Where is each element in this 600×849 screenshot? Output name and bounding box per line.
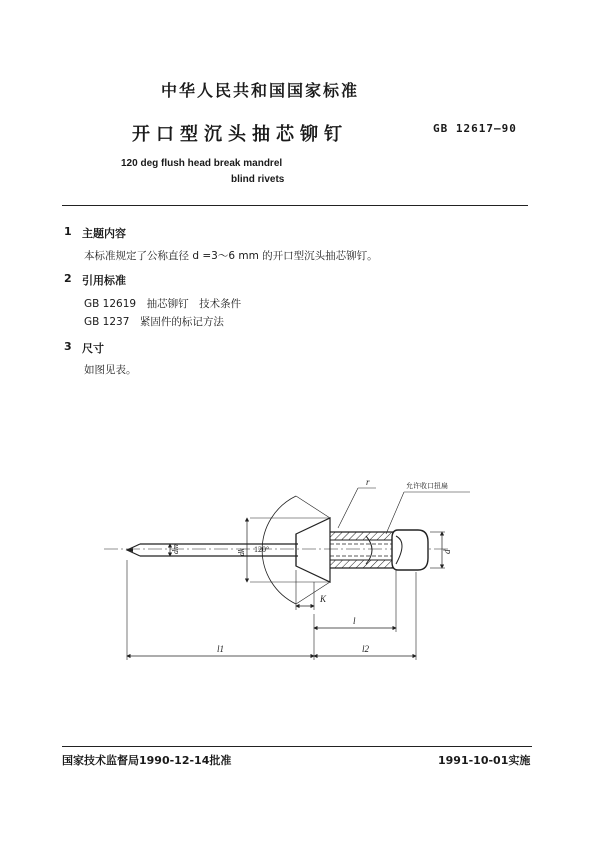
rivet-technical-drawing [100,470,470,670]
label-angle: 120° [254,545,270,554]
section-1-text: 本标准规定了公称直径 d =3～6 mm 的开口型沉头抽芯铆钉。 [84,250,378,262]
label-note: 允许收口扭扁 [406,482,448,490]
section-2-number: 2 [64,272,72,285]
section-3-number: 3 [64,340,72,353]
label-l1: l1 [217,644,225,654]
label-d: d [442,549,452,554]
section-2-ref-1: GB 12619 抽芯铆钉 技术条件 [84,298,242,310]
approval-date: 国家技术监督局1990-12-14批准 [62,754,232,767]
standard-type-heading: 中华人民共和国国家标准 [160,81,359,100]
english-title-line1: 120 deg flush head break mandrel [121,158,283,169]
section-3-text: 如图见表。 [84,364,137,376]
label-dm: dm [171,544,180,554]
label-r: r [366,477,370,487]
standard-number: GB 12617—90 [433,122,517,135]
mandrel-stem [140,544,298,556]
english-title-line2: blind rivets [231,174,285,185]
label-dk: dk [237,548,246,556]
document-title: 开口型沉头抽芯铆钉 [132,124,348,145]
rivet-body-lower-wall [330,560,394,568]
rivet-head [296,518,330,582]
section-1-number: 1 [64,225,72,238]
rivet-body-upper-wall [330,532,394,540]
label-l: l [353,616,356,626]
header-divider [62,205,528,206]
section-2-ref-2: GB 1237 紧固件的标记方法 [84,316,224,328]
section-3-heading: 尺寸 [82,342,104,355]
section-1-heading: 主题内容 [82,227,126,240]
section-2-heading: 引用标准 [82,274,126,287]
effective-date: 1991-10-01实施 [438,754,531,767]
mandrel-head [392,530,428,570]
footer-divider [62,746,532,747]
label-k: K [320,594,327,604]
label-l2: l2 [362,644,370,654]
